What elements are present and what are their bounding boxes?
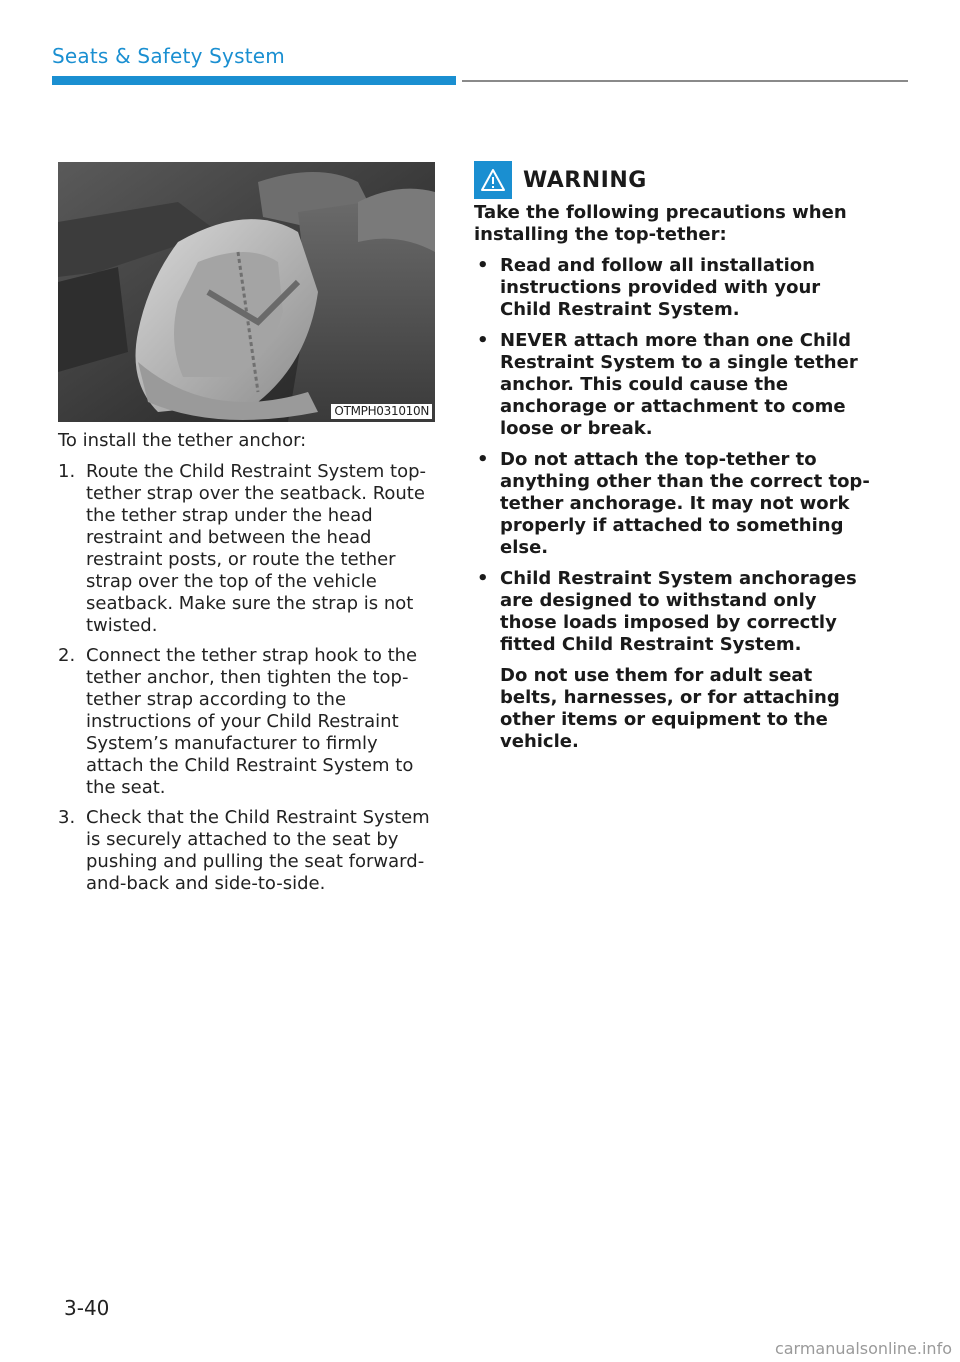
footer-watermark: carmanualsonline.info	[774, 1339, 952, 1358]
bullet-text: NEVER attach more than one Child Restraint System to a single tether anchor. This could cause the anchorage or attachment to come loose or break.	[500, 330, 858, 439]
warning-icon	[474, 161, 512, 199]
page-number: 3-40	[64, 1296, 110, 1320]
step-text: Connect the tether strap hook to the tether anchor, then tighten the top-tether strap according to the instructions of your Child Restraint System’s manufacturer to firmly attach the Child Restraint System to the seat.	[86, 645, 418, 798]
child-seat-photo	[58, 162, 435, 422]
warning-body	[474, 202, 874, 762]
instructions-intro: To install the tether anchor:	[58, 430, 307, 451]
bullet-dot: •	[477, 568, 489, 589]
section-title: Seats & Safety System	[52, 44, 285, 68]
warning-bullet	[474, 255, 874, 321]
warning-bullet	[474, 449, 874, 559]
bullet-text: Child Restraint System anchorages are designed to withstand only those loads imposed by correctly fitted Child Restraint System.	[500, 568, 857, 655]
step-3	[58, 807, 438, 895]
bullet-dot: •	[477, 330, 489, 351]
bullet-extra-text: Do not use them for adult seat belts, harnesses, or for attaching other items or equipment to the vehicle.	[500, 665, 840, 752]
warning-bullet	[474, 568, 874, 753]
step-number: 1.	[58, 461, 76, 482]
bullet-text: Do not attach the top-tether to anything other than the correct top-tether anchorage. It may not work properly if attached to something else.	[500, 449, 870, 558]
step-1	[58, 461, 438, 637]
header-rule-accent	[52, 76, 456, 85]
step-number: 2.	[58, 645, 76, 666]
child-seat-illustration	[58, 162, 435, 422]
instructions	[58, 430, 438, 903]
step-2	[58, 645, 438, 799]
step-text: Check that the Child Restraint System is securely attached to the seat by pushing and pulling the seat forward-and-back and side-to-side.	[86, 807, 430, 894]
bullet-text: Read and follow all installation instructions provided with your Child Restraint System.	[500, 255, 821, 320]
header-rule	[462, 80, 908, 82]
step-number: 3.	[58, 807, 76, 828]
step-text: Route the Child Restraint System top-tether strap over the seatback. Route the tether strap under the head restraint and between the head restraint posts, or route the tether strap over the top of the vehicle seatback. Make sure the strap is not twisted.	[86, 461, 427, 636]
bullet-dot: •	[477, 449, 489, 470]
warning-header	[474, 160, 647, 200]
bullet-dot: •	[477, 255, 489, 276]
warning-intro: Take the following precautions when installing the top-tether:	[474, 202, 847, 245]
figure-code: OTMPH031010N	[331, 404, 432, 419]
warning-bullet	[474, 330, 874, 440]
warning-title: WARNING	[523, 167, 647, 193]
